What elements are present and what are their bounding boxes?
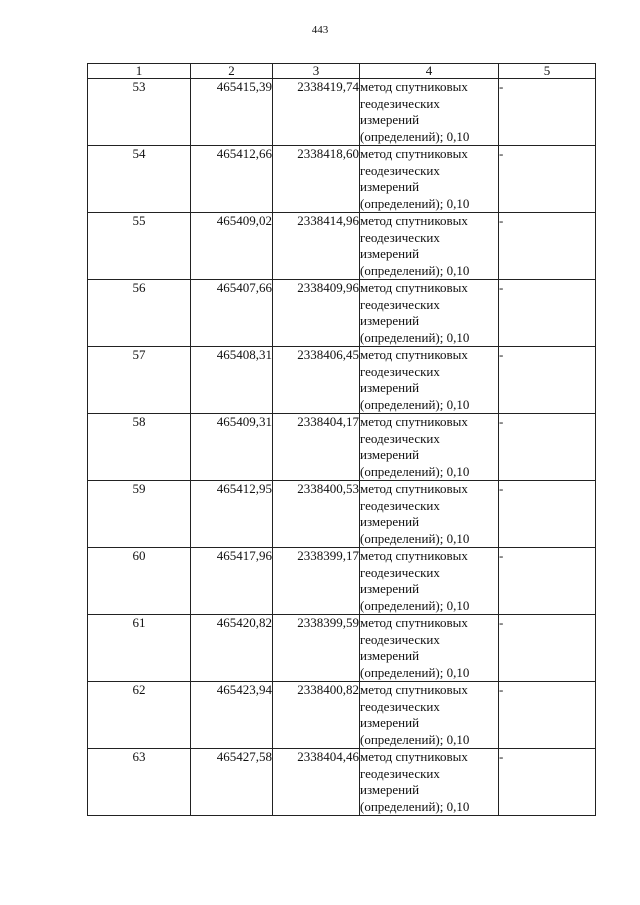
method-line: (определений); 0,10	[360, 195, 470, 211]
method-line: измерений	[360, 112, 420, 127]
method-cell	[360, 347, 499, 414]
x-coordinate-cell: 465423,94	[191, 682, 273, 749]
point-number-cell: 53	[88, 79, 191, 146]
method-line: геодезических	[360, 765, 440, 781]
note-cell: -	[499, 481, 596, 548]
method-cell	[360, 414, 499, 481]
method-line: измерений	[360, 447, 420, 462]
table-row	[88, 615, 596, 682]
method-cell	[360, 548, 499, 615]
y-coordinate-cell: 2338418,60	[273, 146, 360, 213]
method-line: метод спутниковых	[360, 414, 468, 429]
method-line: метод спутниковых	[360, 749, 468, 764]
note-cell: -	[499, 280, 596, 347]
table-row	[88, 347, 596, 414]
table-header-row	[88, 64, 596, 79]
table-row	[88, 79, 596, 146]
y-coordinate-cell: 2338404,46	[273, 749, 360, 816]
method-line: измерений	[360, 581, 420, 596]
method-line: измерений	[360, 179, 420, 194]
table-row	[88, 749, 596, 816]
point-number-cell: 54	[88, 146, 191, 213]
method-line: измерений	[360, 648, 420, 663]
y-coordinate-cell: 2338400,82	[273, 682, 360, 749]
x-coordinate-cell: 465417,96	[191, 548, 273, 615]
table-row	[88, 146, 596, 213]
table-row	[88, 414, 596, 481]
note-cell: -	[499, 79, 596, 146]
x-coordinate-cell: 465420,82	[191, 615, 273, 682]
method-line: геодезических	[360, 564, 440, 580]
point-number-cell: 55	[88, 213, 191, 280]
method-line: измерений	[360, 313, 420, 328]
y-coordinate-cell: 2338399,59	[273, 615, 360, 682]
method-line: метод спутниковых	[360, 280, 468, 295]
column-header-1: 1	[88, 64, 191, 79]
method-line: метод спутниковых	[360, 213, 468, 228]
table-row	[88, 213, 596, 280]
column-header-5: 5	[499, 64, 596, 79]
y-coordinate-cell: 2338414,96	[273, 213, 360, 280]
y-coordinate-cell: 2338406,45	[273, 347, 360, 414]
method-cell	[360, 481, 499, 548]
table-row	[88, 548, 596, 615]
method-line: (определений); 0,10	[360, 396, 470, 412]
table-row	[88, 280, 596, 347]
column-header-4: 4	[360, 64, 499, 79]
method-line: измерений	[360, 782, 420, 797]
note-cell: -	[499, 548, 596, 615]
method-cell	[360, 213, 499, 280]
y-coordinate-cell: 2338409,96	[273, 280, 360, 347]
point-number-cell: 63	[88, 749, 191, 816]
x-coordinate-cell: 465412,95	[191, 481, 273, 548]
method-line: геодезических	[360, 296, 440, 312]
method-line: метод спутниковых	[360, 79, 468, 94]
method-line: метод спутниковых	[360, 347, 468, 362]
method-line: (определений); 0,10	[360, 463, 470, 479]
point-number-cell: 59	[88, 481, 191, 548]
method-line: геодезических	[360, 631, 440, 647]
x-coordinate-cell: 465409,02	[191, 213, 273, 280]
method-line: (определений); 0,10	[360, 664, 470, 680]
y-coordinate-cell: 2338404,17	[273, 414, 360, 481]
method-line: (определений); 0,10	[360, 262, 470, 278]
method-line: геодезических	[360, 162, 440, 178]
note-cell: -	[499, 749, 596, 816]
method-line: геодезических	[360, 95, 440, 111]
method-line: метод спутниковых	[360, 146, 468, 161]
method-line: измерений	[360, 246, 420, 261]
x-coordinate-cell: 465407,66	[191, 280, 273, 347]
method-line: измерений	[360, 715, 420, 730]
note-cell: -	[499, 615, 596, 682]
method-line: измерений	[360, 514, 420, 529]
method-line: метод спутниковых	[360, 548, 468, 563]
method-line: метод спутниковых	[360, 682, 468, 697]
method-line: измерений	[360, 380, 420, 395]
method-line: (определений); 0,10	[360, 798, 470, 814]
method-line: геодезических	[360, 430, 440, 446]
y-coordinate-cell: 2338400,53	[273, 481, 360, 548]
point-number-cell: 60	[88, 548, 191, 615]
table-row	[88, 481, 596, 548]
note-cell: -	[499, 213, 596, 280]
page-number: 443	[311, 24, 329, 36]
method-line: геодезических	[360, 698, 440, 714]
point-number-cell: 57	[88, 347, 191, 414]
method-cell	[360, 682, 499, 749]
method-line: (определений); 0,10	[360, 329, 470, 345]
method-line: геодезических	[360, 229, 440, 245]
method-cell	[360, 615, 499, 682]
method-line: метод спутниковых	[360, 481, 468, 496]
y-coordinate-cell: 2338399,17	[273, 548, 360, 615]
point-number-cell: 61	[88, 615, 191, 682]
method-line: геодезических	[360, 497, 440, 513]
x-coordinate-cell: 465409,31	[191, 414, 273, 481]
note-cell: -	[499, 414, 596, 481]
coordinates-table	[87, 63, 596, 816]
method-line: метод спутниковых	[360, 615, 468, 630]
note-cell: -	[499, 146, 596, 213]
point-number-cell: 56	[88, 280, 191, 347]
y-coordinate-cell: 2338419,74	[273, 79, 360, 146]
note-cell: -	[499, 347, 596, 414]
method-cell	[360, 280, 499, 347]
point-number-cell: 58	[88, 414, 191, 481]
note-cell: -	[499, 682, 596, 749]
x-coordinate-cell: 465412,66	[191, 146, 273, 213]
method-line: (определений); 0,10	[360, 597, 470, 613]
x-coordinate-cell: 465408,31	[191, 347, 273, 414]
method-line: (определений); 0,10	[360, 530, 470, 546]
x-coordinate-cell: 465415,39	[191, 79, 273, 146]
column-header-2: 2	[191, 64, 273, 79]
method-line: геодезических	[360, 363, 440, 379]
table-row	[88, 682, 596, 749]
method-line: (определений); 0,10	[360, 731, 470, 747]
method-line: (определений); 0,10	[360, 128, 470, 144]
column-header-3: 3	[273, 64, 360, 79]
method-cell	[360, 749, 499, 816]
method-cell	[360, 146, 499, 213]
point-number-cell: 62	[88, 682, 191, 749]
x-coordinate-cell: 465427,58	[191, 749, 273, 816]
method-cell	[360, 79, 499, 146]
